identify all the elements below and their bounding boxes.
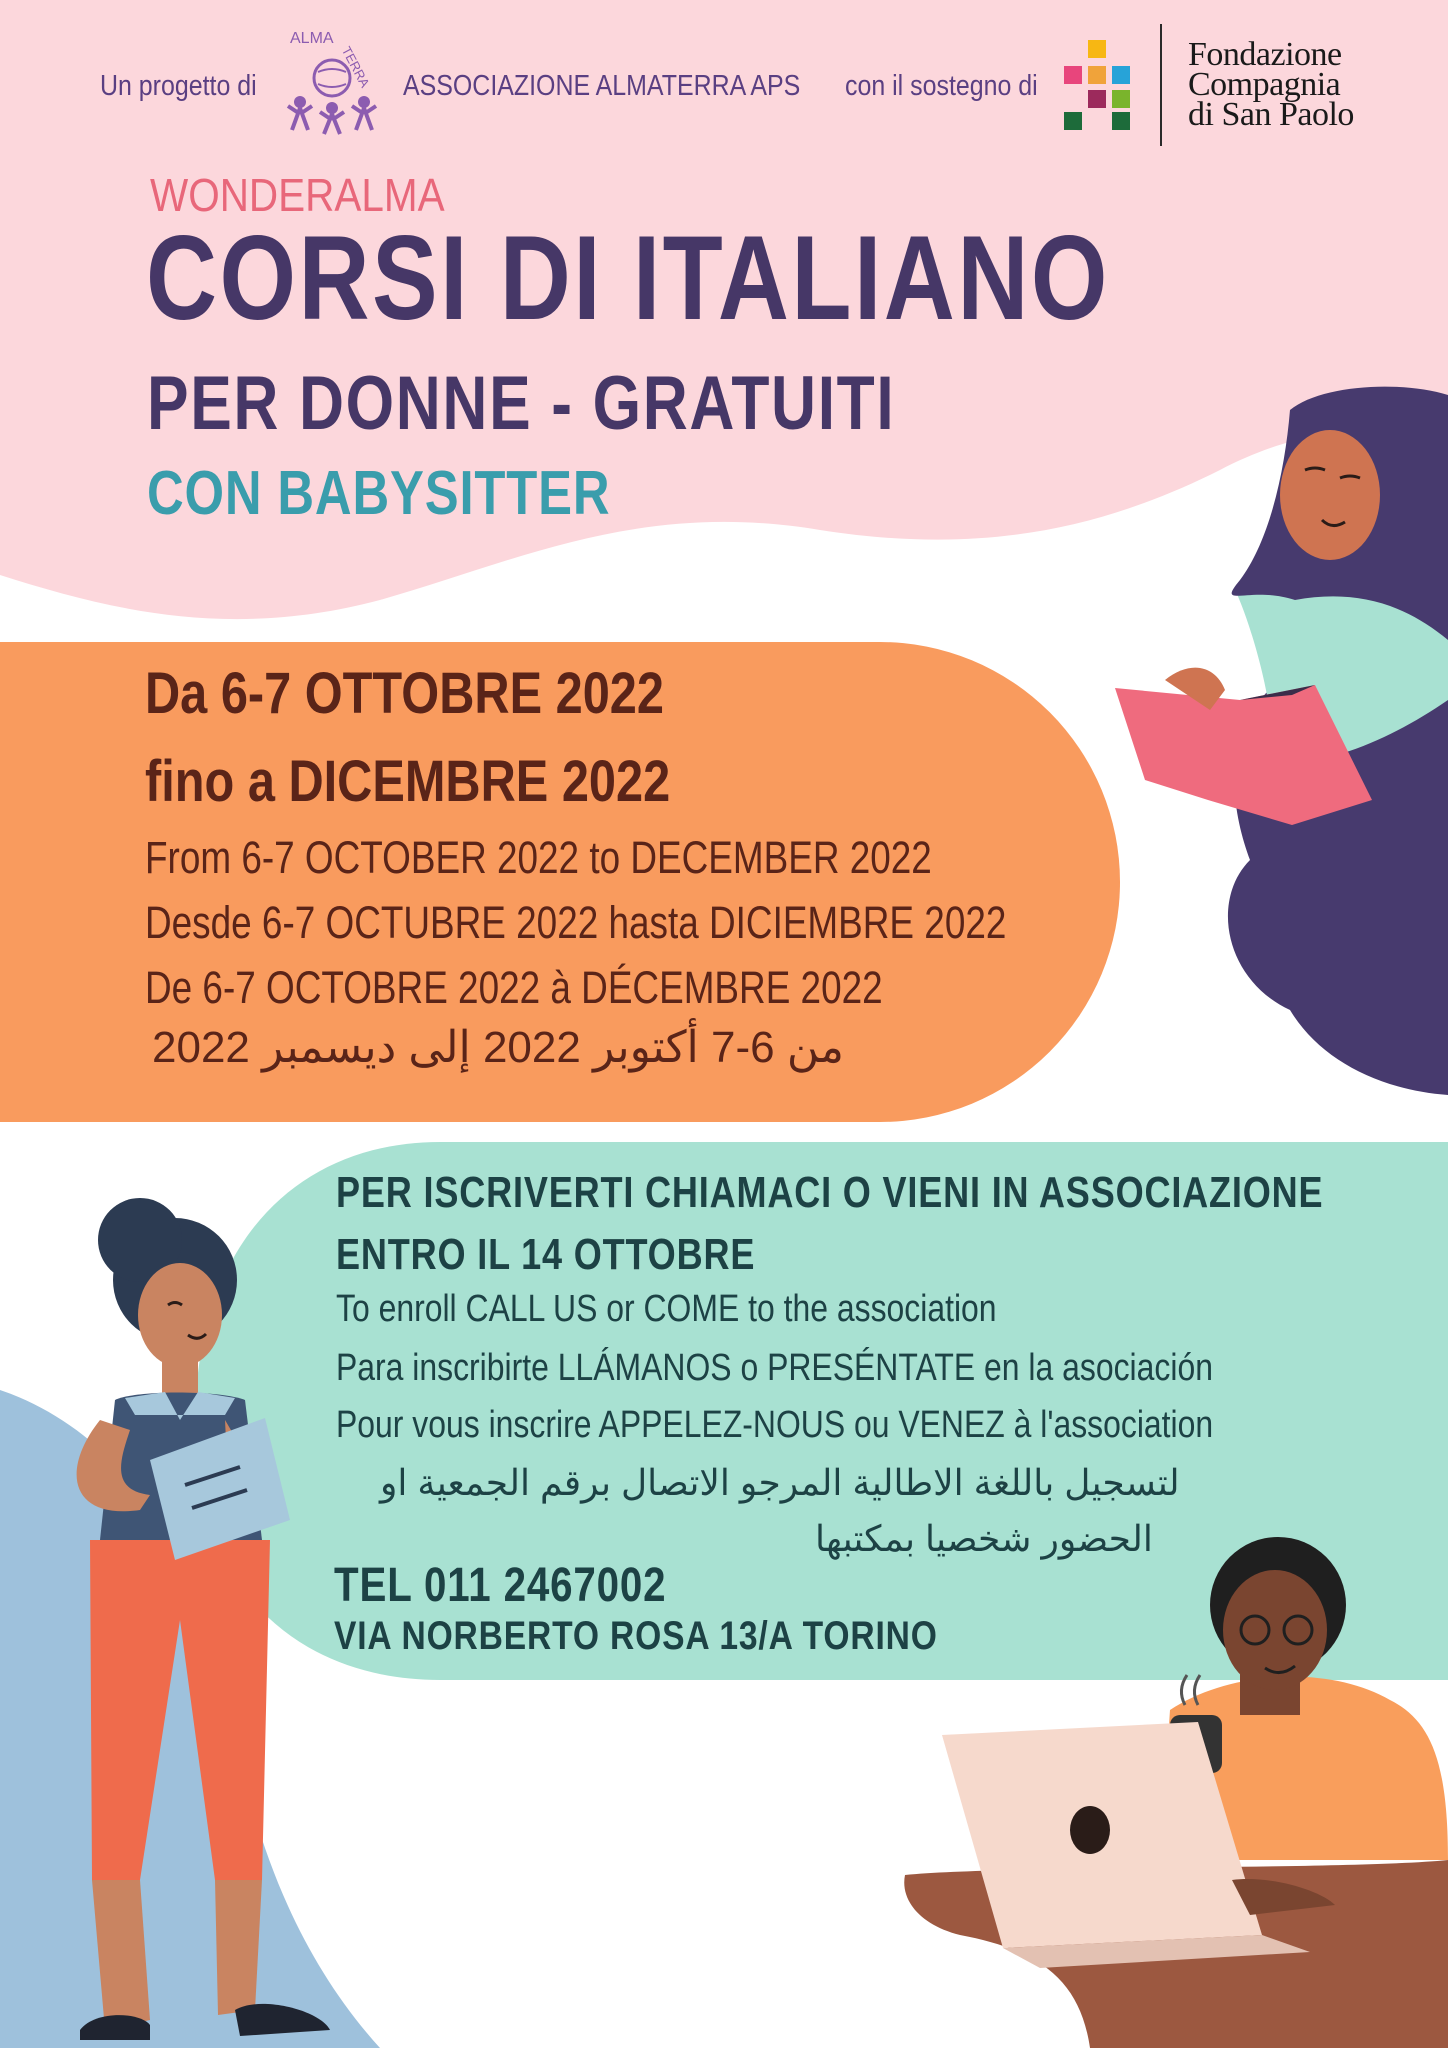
babysitter-title: CON BABYSITTER <box>147 459 611 528</box>
main-title: CORSI DI ITALIANO <box>146 211 1110 345</box>
date-arabic: من 6-7 أكتوبر 2022 إلى ديسمبر 2022 <box>152 1023 844 1072</box>
sponsor-line1: Fondazione <box>1188 36 1342 73</box>
subtitle: PER DONNE - GRATUITI <box>147 361 896 446</box>
association-name: ASSOCIAZIONE ALMATERRA APS <box>403 70 801 102</box>
enroll-arabic-line2: الحضور شخصيا بمكتبها <box>815 1518 1153 1559</box>
enroll-french: Pour vous inscrire APPELEZ-NOUS ou VENEZ à l'association <box>336 1404 1214 1446</box>
enroll-english: To enroll CALL US or COME to the association <box>336 1288 997 1330</box>
enroll-spanish: Para inscribirte LLÁMANOS o PRESÉNTATE en la asociación <box>336 1347 1213 1389</box>
project-prefix: Un progetto di <box>100 70 257 102</box>
sponsor-divider <box>1160 24 1162 146</box>
date-english: From 6-7 OCTOBER 2022 to DECEMBER 2022 <box>145 832 932 883</box>
enroll-arabic-line1: لتسجيل باللغة الاطالية المرجو الاتصال برقم الجمعية او <box>380 1462 1180 1503</box>
sponsor-line3: di San Paolo <box>1188 96 1354 133</box>
support-prefix: con il sostegno di <box>845 70 1038 102</box>
eyebrow-title: WONDERALMA <box>150 169 445 221</box>
enroll-line2: ENTRO IL 14 OTTOBRE <box>336 1230 756 1279</box>
logo-text-alma: ALMA <box>290 30 334 47</box>
enroll-line1: PER ISCRIVERTI CHIAMACI O VIENI IN ASSOCIAZIONE <box>336 1168 1324 1217</box>
date-line2: fino a DICEMBRE 2022 <box>145 749 671 814</box>
date-spanish: Desde 6-7 OCTUBRE 2022 hasta DICIEMBRE 2022 <box>145 897 1007 948</box>
date-line1: Da 6-7 OTTOBRE 2022 <box>145 661 664 726</box>
sponsor-logo-icon <box>1060 38 1158 134</box>
date-french: De 6-7 OCTOBRE 2022 à DÉCEMBRE 2022 <box>145 962 883 1013</box>
logo-text-terra: TERRA <box>338 44 373 90</box>
sponsor-line2: Compagnia <box>1188 66 1341 103</box>
address: VIA NORBERTO ROSA 13/A TORINO <box>334 1614 938 1658</box>
phone-number: TEL 011 2467002 <box>334 1559 667 1612</box>
